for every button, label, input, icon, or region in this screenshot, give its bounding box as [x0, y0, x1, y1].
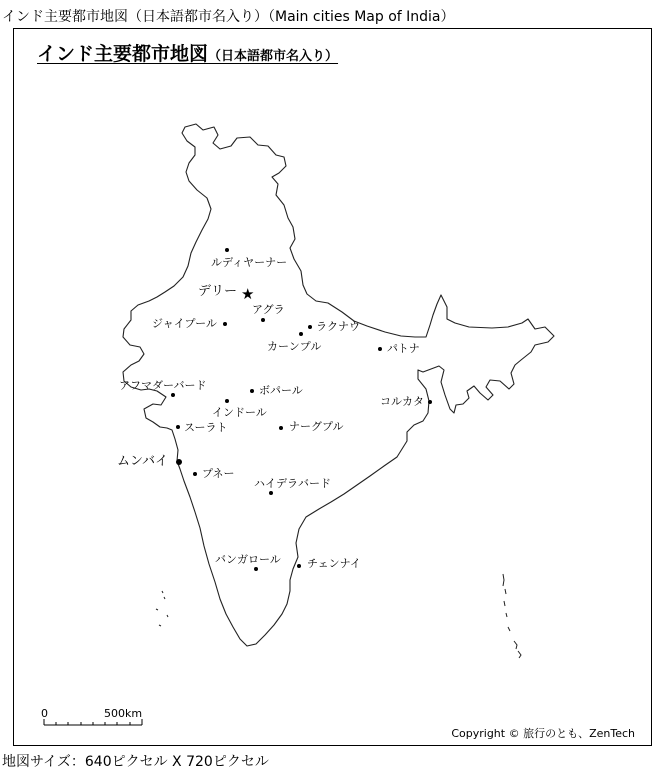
- city-marker: [225, 248, 229, 252]
- city-marker: [171, 393, 175, 397]
- city-marker: [378, 347, 382, 351]
- copyright-notice: Copyright © 旅行のとも、ZenTech: [451, 727, 635, 740]
- city-delhi: [198, 284, 254, 303]
- city-bangalore: [215, 553, 281, 571]
- city-surat: [176, 421, 227, 434]
- city-label: アフマダーバード: [119, 379, 207, 392]
- city-marker: [308, 325, 312, 329]
- city-label: コルカタ: [380, 395, 424, 408]
- city-marker: [299, 332, 303, 336]
- city-marker: [297, 564, 301, 568]
- city-bhopal: [250, 384, 303, 397]
- city-indore: [212, 399, 267, 419]
- map-title-main: インド主要都市地図: [37, 43, 209, 65]
- city-label: デリー: [198, 284, 238, 299]
- city-label: ラクナウ: [316, 320, 360, 333]
- city-marker: [269, 491, 273, 495]
- city-label: パトナ: [387, 342, 420, 355]
- city-label: ルディヤーナー: [211, 256, 288, 269]
- city-marker: [428, 400, 432, 404]
- capital-star-icon: ★: [241, 285, 255, 303]
- city-pune: [193, 467, 235, 480]
- island-lakshadweep: [156, 591, 168, 626]
- city-lucknow: [308, 320, 360, 333]
- city-label: アグラ: [252, 303, 285, 316]
- city-marker: [254, 567, 258, 571]
- city-marker: [225, 399, 229, 403]
- city-label: ハイデラバード: [254, 477, 331, 490]
- island-andaman: [503, 574, 521, 658]
- city-label: ムンバイ: [117, 454, 169, 469]
- scale-bar: [41, 707, 142, 725]
- city-marker: [261, 318, 265, 322]
- map-frame: [13, 28, 652, 746]
- city-kanpur: [267, 332, 321, 353]
- city-marker: [223, 322, 227, 326]
- city-marker: [176, 459, 182, 465]
- city-agra: [252, 303, 285, 322]
- city-mumbai: [117, 454, 182, 469]
- city-marker: [176, 425, 180, 429]
- page-top-caption: インド主要都市地図（日本語都市名入り）（Main cities Map of India）: [2, 9, 455, 25]
- city-label: プネー: [202, 467, 235, 480]
- scale-end-label: 500km: [104, 707, 143, 720]
- page-bottom-caption: 地図サイズ：640ピクセル X 720ピクセル: [2, 754, 269, 770]
- city-label: ジャイプール: [152, 317, 217, 330]
- city-label: カーンプル: [267, 340, 322, 353]
- city-marker: [250, 389, 254, 393]
- map-title: [37, 39, 338, 66]
- city-marker: [193, 472, 197, 476]
- city-jaipur: [152, 317, 227, 330]
- city-label: バンガロール: [215, 553, 281, 566]
- city-label: ボパール: [259, 384, 303, 397]
- india-map: [14, 29, 651, 745]
- city-ludhiana: [211, 248, 287, 269]
- city-kolkata: [380, 395, 432, 408]
- city-label: ナーグプル: [289, 420, 344, 433]
- city-patna: [378, 342, 420, 355]
- city-chennai: [297, 557, 361, 570]
- city-marker: [279, 426, 283, 430]
- city-label: チェンナイ: [307, 557, 361, 570]
- city-label: スーラト: [184, 421, 228, 434]
- map-title-sub: （日本語都市名入り）: [208, 49, 339, 64]
- city-hyderabad: [254, 477, 331, 495]
- scale-zero-label: 0: [41, 707, 48, 720]
- city-label: インドール: [212, 406, 267, 419]
- city-nagpur: [279, 420, 344, 433]
